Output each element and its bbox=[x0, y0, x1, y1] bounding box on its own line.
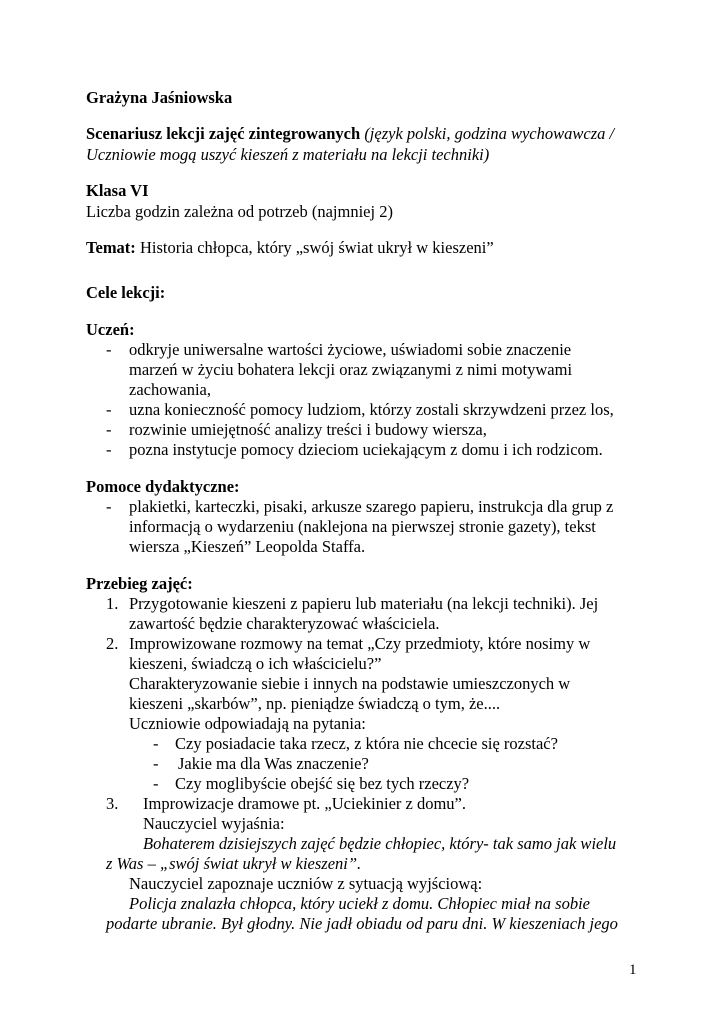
student-heading: Uczeń: bbox=[86, 320, 135, 339]
aids-heading: Pomoce dydaktyczne: bbox=[86, 477, 240, 496]
topic bbox=[86, 238, 494, 258]
step-text: Charakteryzowanie siebie i innych na podstawie umieszczonych w bbox=[129, 674, 571, 693]
goal-bullet: - bbox=[106, 440, 112, 459]
step-text: kieszeni, świadczą o ich właścicielu?” bbox=[129, 654, 382, 673]
goal-bullet: - bbox=[106, 340, 112, 359]
step-text: kieszeni „skarbów”, np. pieniądze świadczą o tym, że.... bbox=[129, 694, 501, 713]
step-text: Improwizowane rozmowy na temat „Czy przedmioty, które nosimy w bbox=[129, 634, 591, 653]
step-text: Nauczyciel zapoznaje uczniów z sytuacją wyjściową: bbox=[129, 874, 483, 893]
goal-item: pozna instytucje pomocy dzieciom uciekającym z domu i ich rodzicom. bbox=[129, 440, 603, 459]
step-text: Uczniowie odpowiadają na pytania: bbox=[129, 714, 366, 733]
goal-bullet: - bbox=[106, 420, 112, 439]
step-number: 3. bbox=[106, 794, 119, 813]
question-bullet: - bbox=[153, 774, 159, 793]
goal-bullet: - bbox=[106, 400, 112, 419]
aid-item-cont: wiersza „Kieszeń” Leopolda Staffa. bbox=[129, 537, 366, 556]
class-label: Klasa VI bbox=[86, 181, 149, 200]
step-number: 1. bbox=[106, 594, 119, 613]
scenario-title-italic: (język polski, godzina wychowawcza / bbox=[364, 124, 615, 143]
question-item: Czy posiadacie taka rzecz, z która nie chcecie się rozstać? bbox=[175, 734, 558, 753]
scenario-subtitle: Uczniowie mogą uszyć kieszeń z materiału na lekcji techniki) bbox=[86, 145, 490, 164]
goal-item-cont: zachowania, bbox=[129, 380, 211, 399]
course-heading: Przebieg zajęć: bbox=[86, 574, 193, 593]
question-bullet: - bbox=[153, 754, 159, 773]
step-text-italic: podarte ubranie. Był głodny. Nie jadł obiadu od paru dni. W kieszeniach jego bbox=[106, 914, 618, 933]
step-number: 2. bbox=[106, 634, 119, 653]
page-number: 1 bbox=[629, 962, 637, 978]
scenario-title bbox=[86, 124, 614, 144]
topic-label: Temat: bbox=[86, 238, 136, 257]
author-name: Grażyna Jaśniowska bbox=[86, 88, 233, 107]
question-item: Czy moglibyście obejść się bez tych rzeczy? bbox=[175, 774, 470, 793]
topic-text: Historia chłopca, który „swój świat ukrył w kieszeni” bbox=[139, 238, 494, 257]
goal-item: odkryje uniwersalne wartości życiowe, uświadomi sobie znaczenie bbox=[129, 340, 572, 359]
step-text-italic: z Was – „swój świat ukrył w kieszeni”. bbox=[106, 854, 362, 873]
step-text: Przygotowanie kieszeni z papieru lub materiału (na lekcji techniki). Jej bbox=[129, 594, 599, 613]
step-text: Improwizacje dramowe pt. „Uciekinier z domu”. bbox=[143, 794, 466, 813]
question-item: Jakie ma dla Was znaczenie? bbox=[178, 754, 369, 773]
aid-item: plakietki, karteczki, pisaki, arkusze szarego papieru, instrukcja dla grup z bbox=[129, 497, 614, 516]
step-text-italic: Policja znalazła chłopca, który uciekł z domu. Chłopiec miał na sobie bbox=[129, 894, 591, 913]
question-bullet: - bbox=[153, 734, 159, 753]
goals-heading: Cele lekcji: bbox=[86, 283, 166, 302]
goal-item: rozwinie umiejętność analizy treści i budowy wiersza, bbox=[129, 420, 487, 439]
hours-text: Liczba godzin zależna od potrzeb (najmniej 2) bbox=[86, 202, 393, 221]
goal-item-cont: marzeń w życiu bohatera lekcji oraz związanymi z nimi motywami bbox=[129, 360, 573, 379]
step-text: zawartość będzie charakteryzować właściciela. bbox=[129, 614, 440, 633]
goal-item: uzna konieczność pomocy ludziom, którzy zostali skrzywdzeni przez los, bbox=[129, 400, 614, 419]
step-text: Nauczyciel wyjaśnia: bbox=[143, 814, 285, 833]
step-text-italic: Bohaterem dzisiejszych zajęć będzie chłopiec, który- tak samo jak wielu bbox=[143, 834, 617, 853]
aid-item-cont: informacją o wydarzeniu (naklejona na pierwszej stronie gazety), tekst bbox=[129, 517, 596, 536]
aid-bullet: - bbox=[106, 497, 112, 516]
scenario-title-bold: Scenariusz lekcji zajęć zintegrowanych bbox=[86, 124, 361, 143]
